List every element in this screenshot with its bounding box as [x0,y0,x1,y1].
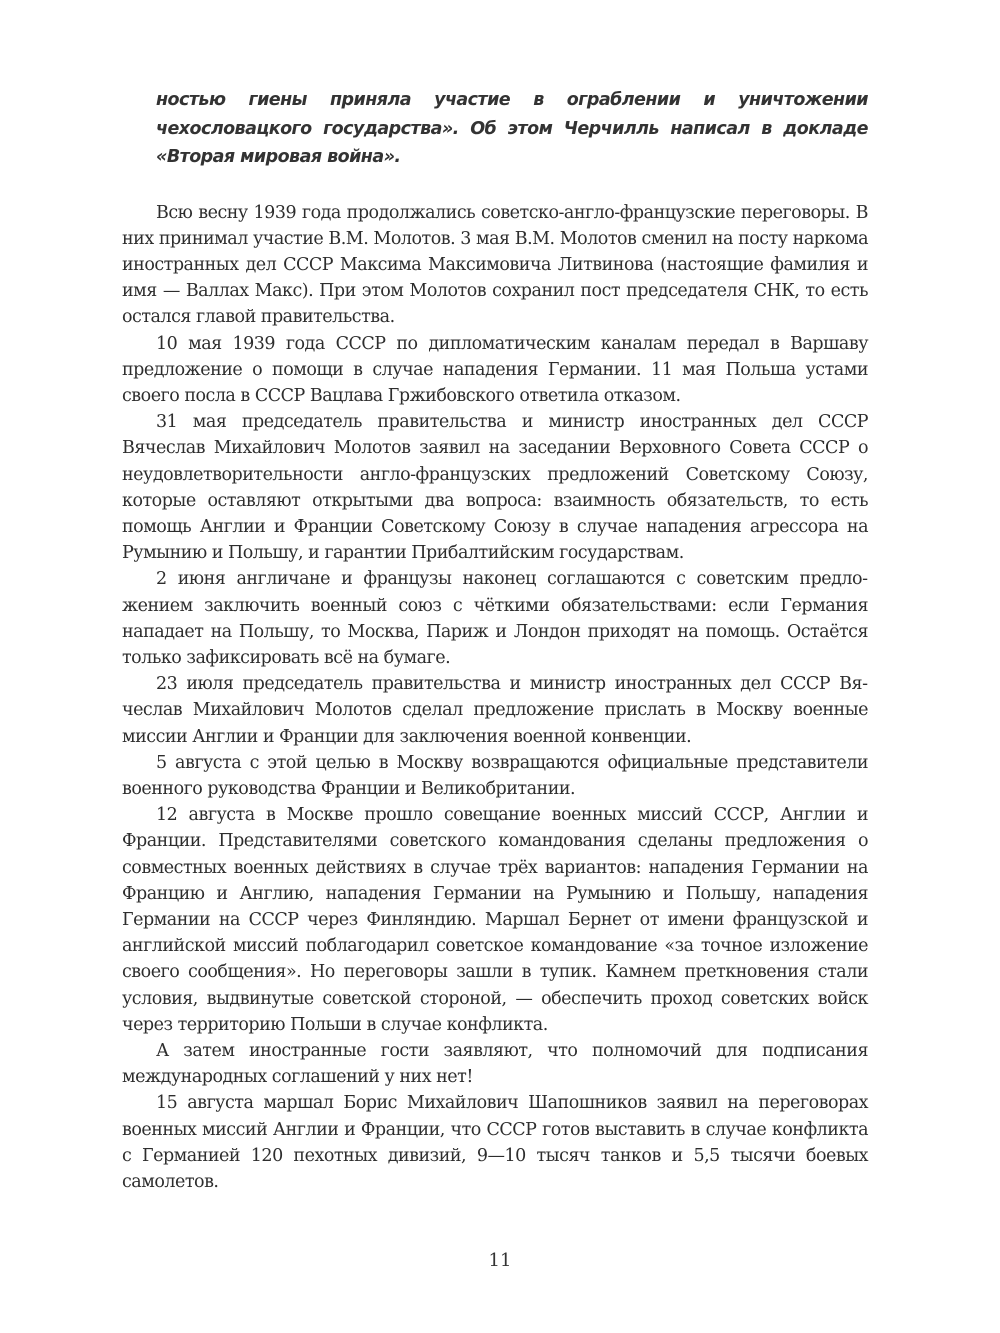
paragraph: 31 мая председатель правительства и министр иностранных дел СССР Вячеслав Михайлович Молотов заявил на заседании Верховного Совета СССР о неудовлетворительности англо-французских предложений Советскому Союзу, которые оставляют открытыми два вопроса: взаимность обязательств, то есть помощь Англии и Франции Советскому Союзу в случае нападения агрессора на Румынию и Польшу, и гарантии Прибалтийским государствам. [122,412,868,564]
paragraph: Всю весну 1939 года продолжались советско-англо-французские переговоры. В них принимал участие В.М. Молотов. 3 мая В.М. Молотов сменил на посту наркома иностранных дел СССР Максима Максимовича Литвинова (настоящие фамилия и имя — Валлах Макс). При этом Молотов сохранил пост председателя СНК, то есть остался главой правительства. [122,202,868,328]
paragraph: 12 августа в Москве прошло совещание военных миссий СССР, Англии и Франции. Представителями советского командования сделаны предложения о совместных военных действиях в случае трёх вариантов: нападения Германии на Францию и Англию, нападения Германии на Румынию и Польшу, нападения Германии на СССР через Финляндию. Маршал Бернет от имени французской и английской миссий поблагодарил советское командование «за точное изложение своего сообщения». Но переговоры зашли в тупик. Камнем преткновения стали условия, выдвинутые советской стороной, — обеспечить проход советских войск через территорию Польши в случае конфликта. [122,805,868,1035]
paragraph: 15 августа маршал Борис Михайлович Шапошников заявил на переговорах военных миссий Англии и Франции, что СССР готов выставить в случае конфликта с Германией 120 пехотных дивизий, 9—10 тысяч танков и 5,5 тысячи боевых самолетов. [122,1093,868,1193]
body-text [122,200,868,1196]
paragraph: 5 августа с этой целью в Москву возвращаются официальные представители военного руководства Франции и Великобритании. [122,752,868,799]
paragraph: 23 июля председатель правительства и министр иностранных дел СССР Вячеслав Михайлович Молотов сделал предложение прислать в Москву военные миссии Англии и Франции для заключения военной конвенции. [122,674,868,747]
page-content [122,86,868,1195]
paragraph: 2 июня англичане и французы наконец соглашаются с советским предложением заключить военный союз с чёткими обязательствами: если Германия нападает на Польшу, то Москва, Париж и Лондон приходят на помощь. Остаётся только зафиксировать всё на бумаге. [122,569,868,668]
paragraph: 10 мая 1939 года СССР по дипломатическим каналам передал в Варшаву предложение о помощи в случае нападения Германии. 11 мая Польша устами своего посла в СССР Вацлава Гржибовского ответила отказом. [122,333,868,406]
page-number: 11 [488,1250,512,1271]
quote-block: ностью гиены приняла участие в ограблении и уничтожении чехословацкого государства». Об этом Черчилль написал в докладе «Вторая мировая война». [156,90,868,167]
paragraph: А затем иностранные гости заявляют, что полномочий для подписания международных соглашений у них нет! [122,1041,868,1088]
